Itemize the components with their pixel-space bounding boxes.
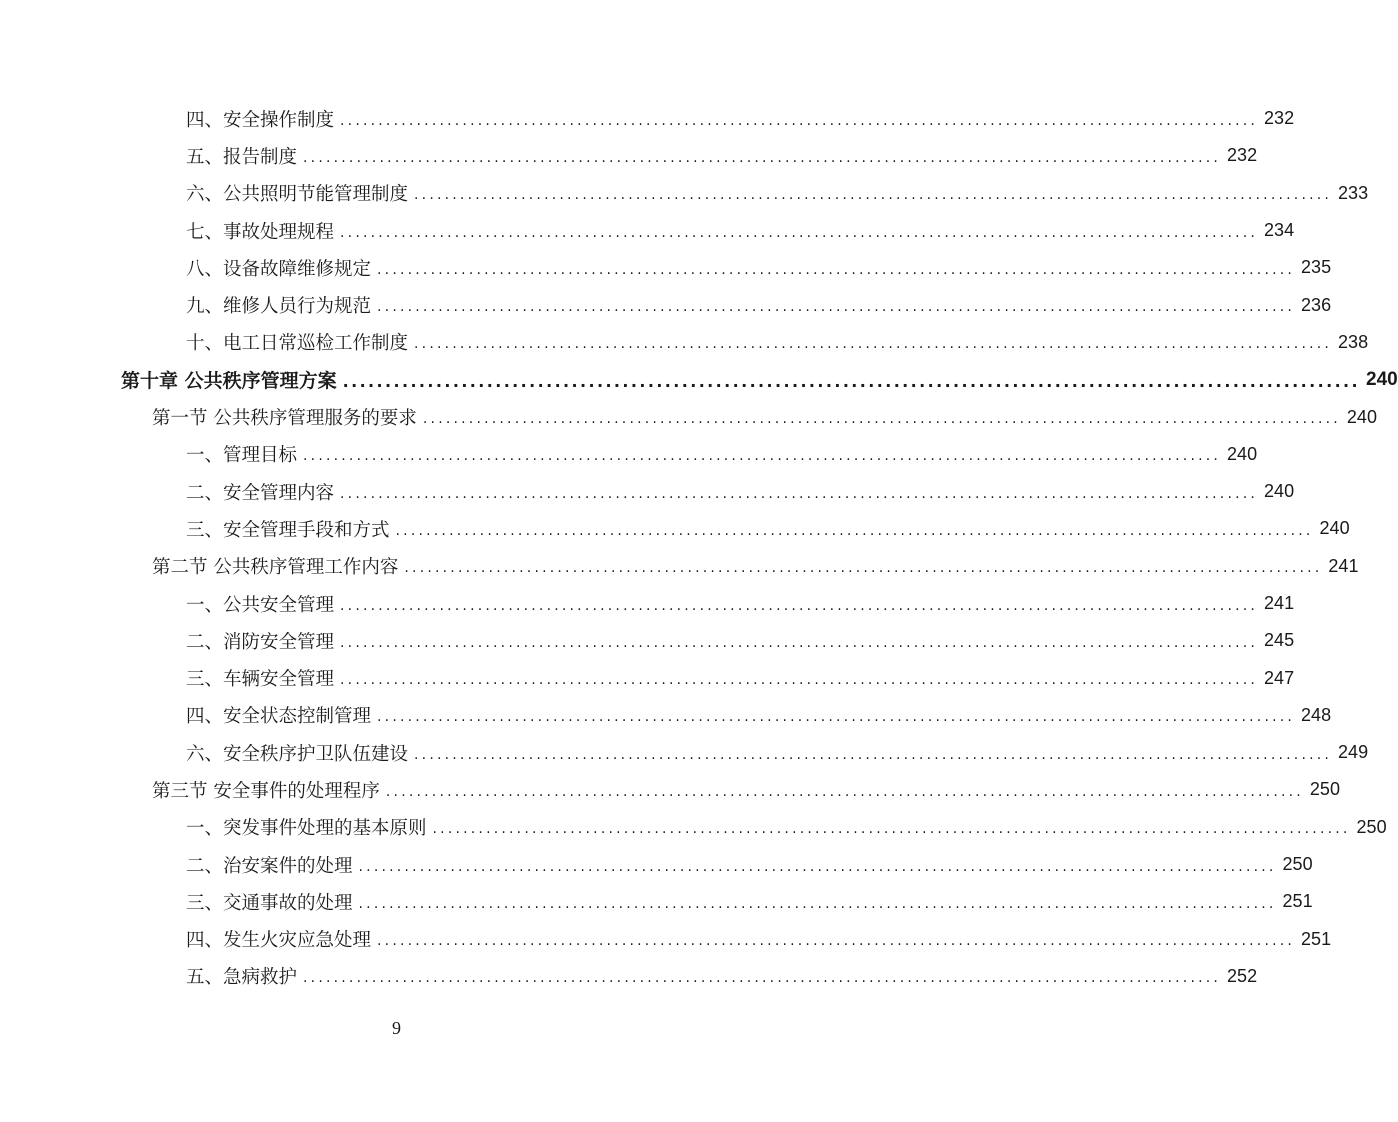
toc-dot-leader: ........................................................................................................................ [377, 933, 1296, 950]
toc-dot-leader: ........................................................................................................................ [414, 187, 1333, 204]
toc-dot-leader: ........................................................................................................................ [342, 372, 1360, 392]
toc-dot-leader: ........................................................................................................................ [404, 560, 1323, 577]
toc-subsection-entry[interactable] [0, 958, 1258, 995]
toc-entry-title: 六、安全秩序护卫队伍建设 [186, 743, 409, 765]
toc-dot-leader: ........................................................................................................................ [414, 336, 1333, 353]
toc-entry-page-number: 240 [1319, 518, 1350, 539]
toc-subsection-entry[interactable] [0, 324, 1369, 361]
toc-subsection-entry[interactable] [0, 697, 1332, 734]
toc-entry-page-number: 245 [1264, 630, 1295, 651]
toc-subsection-entry[interactable] [0, 175, 1369, 212]
toc-section-entry[interactable] [0, 771, 1340, 808]
toc-section-entry[interactable] [0, 548, 1359, 585]
toc-entry-page-number: 235 [1301, 257, 1332, 278]
toc-dot-leader: ........................................................................................................................ [303, 448, 1222, 465]
toc-dot-leader: ........................................................................................................................ [377, 709, 1296, 726]
toc-subsection-entry[interactable] [0, 585, 1295, 622]
toc-entry-title: 六、公共照明节能管理制度 [186, 184, 409, 206]
toc-subsection-entry[interactable] [0, 734, 1369, 771]
toc-entry-title: 十、电工日常巡检工作制度 [186, 333, 409, 355]
toc-entry-page-number: 240 [1366, 368, 1398, 390]
toc-entry-page-number: 240 [1227, 443, 1258, 464]
toc-subsection-entry[interactable] [0, 436, 1258, 473]
toc-entry-page-number: 251 [1301, 928, 1332, 949]
toc-entry-page-number: 251 [1282, 891, 1313, 912]
toc-entry-title: 七、事故处理规程 [186, 221, 335, 243]
toc-entry-page-number: 247 [1264, 667, 1295, 688]
toc-subsection-entry[interactable] [0, 883, 1313, 920]
toc-dot-leader: ........................................................................................................................ [377, 299, 1296, 316]
toc-entry-title: 二、治安案件的处理 [186, 855, 353, 877]
toc-entry-page-number: 233 [1338, 182, 1369, 203]
toc-chapter-entry[interactable] [0, 361, 1398, 398]
toc-subsection-entry[interactable] [0, 249, 1332, 286]
toc-entry-page-number: 241 [1264, 593, 1295, 613]
toc-dot-leader: ........................................................................................................................ [422, 411, 1341, 428]
toc-dot-leader: ........................................................................................................................ [377, 261, 1296, 278]
toc-dot-leader: ........................................................................................................................ [340, 597, 1259, 614]
toc-entry-title: 一、公共安全管理 [186, 594, 335, 616]
toc-entry-title: 九、维修人员行为规范 [186, 296, 372, 318]
toc-subsection-entry[interactable] [0, 622, 1295, 659]
toc-entry-title: 五、报告制度 [186, 146, 298, 168]
toc-entry-page-number: 252 [1227, 965, 1258, 986]
toc-entry-page-number: 248 [1301, 704, 1332, 725]
toc-entry-title: 四、安全操作制度 [186, 109, 335, 131]
toc-entry-title: 三、安全管理手段和方式 [186, 519, 390, 541]
toc-dot-leader: ........................................................................................................................ [432, 821, 1351, 838]
toc-dot-leader: ........................................................................................................................ [340, 672, 1259, 689]
toc-subsection-entry[interactable] [0, 286, 1332, 323]
toc-dot-leader: ........................................................................................................................ [340, 112, 1259, 129]
toc-entry-page-number: 232 [1227, 145, 1258, 166]
toc-entry-page-number: 240 [1346, 406, 1377, 427]
toc-entry-page-number: 250 [1309, 779, 1340, 800]
toc-entry-title: 四、安全状态控制管理 [186, 706, 372, 728]
toc-subsection-entry[interactable] [0, 809, 1387, 846]
toc-subsection-entry[interactable] [0, 846, 1313, 883]
toc-subsection-entry[interactable] [0, 921, 1332, 958]
toc-entry-title: 第三节 安全事件的处理程序 [152, 780, 380, 802]
toc-entry-title: 五、急病救护 [186, 967, 298, 989]
toc-entry-title: 一、管理目标 [186, 445, 298, 467]
toc-dot-leader: ........................................................................................................................ [340, 485, 1259, 502]
toc-entry-page-number: 241 [1328, 555, 1359, 576]
toc-dot-leader: ........................................................................................................................ [358, 858, 1277, 875]
toc-section-entry[interactable] [0, 398, 1377, 435]
toc-entry-title: 第二节 公共秩序管理工作内容 [152, 557, 399, 579]
toc-dot-leader: ........................................................................................................................ [395, 522, 1314, 539]
toc-entry-title: 三、车辆安全管理 [186, 669, 335, 691]
toc-subsection-entry[interactable] [0, 659, 1295, 696]
toc-entry-title: 二、安全管理内容 [186, 482, 335, 504]
toc-entry-page-number: 238 [1338, 331, 1369, 352]
toc-subsection-entry[interactable] [0, 212, 1295, 249]
toc-dot-leader: ........................................................................................................................ [414, 746, 1333, 763]
toc-entry-title: 三、交通事故的处理 [186, 892, 353, 914]
toc-entry-title: 第一节 公共秩序管理服务的要求 [152, 408, 417, 430]
toc-dot-leader: ........................................................................................................................ [385, 783, 1304, 800]
toc-entry-title: 一、突发事件处理的基本原则 [186, 818, 427, 840]
toc-dot-leader: ........................................................................................................................ [340, 224, 1259, 241]
toc-dot-leader: ........................................................................................................................ [303, 149, 1222, 166]
toc-dot-leader: ........................................................................................................................ [303, 970, 1222, 987]
toc-dot-leader: ........................................................................................................................ [358, 895, 1277, 912]
toc-subsection-entry[interactable] [0, 473, 1295, 510]
toc-dot-leader: ........................................................................................................................ [340, 634, 1259, 651]
toc-entry-title: 四、发生火灾应急处理 [186, 930, 372, 952]
toc-entry-page-number: 234 [1264, 220, 1295, 241]
toc-entry-title: 第十章 公共秩序管理方案 [121, 370, 337, 393]
toc-entry-title: 二、消防安全管理 [186, 631, 335, 653]
table-of-contents [0, 100, 1398, 995]
toc-subsection-entry[interactable] [0, 137, 1258, 174]
toc-entry-page-number: 249 [1338, 742, 1369, 763]
toc-entry-page-number: 236 [1301, 294, 1332, 315]
toc-subsection-entry[interactable] [0, 100, 1295, 137]
toc-entry-page-number: 250 [1282, 854, 1313, 875]
toc-subsection-entry[interactable] [0, 510, 1350, 547]
page-number: 9 [392, 1018, 401, 1038]
toc-entry-page-number: 250 [1356, 816, 1387, 837]
toc-entry-page-number: 240 [1264, 481, 1295, 502]
toc-entry-page-number: 232 [1264, 108, 1295, 129]
toc-entry-title: 八、设备故障维修规定 [186, 258, 372, 280]
